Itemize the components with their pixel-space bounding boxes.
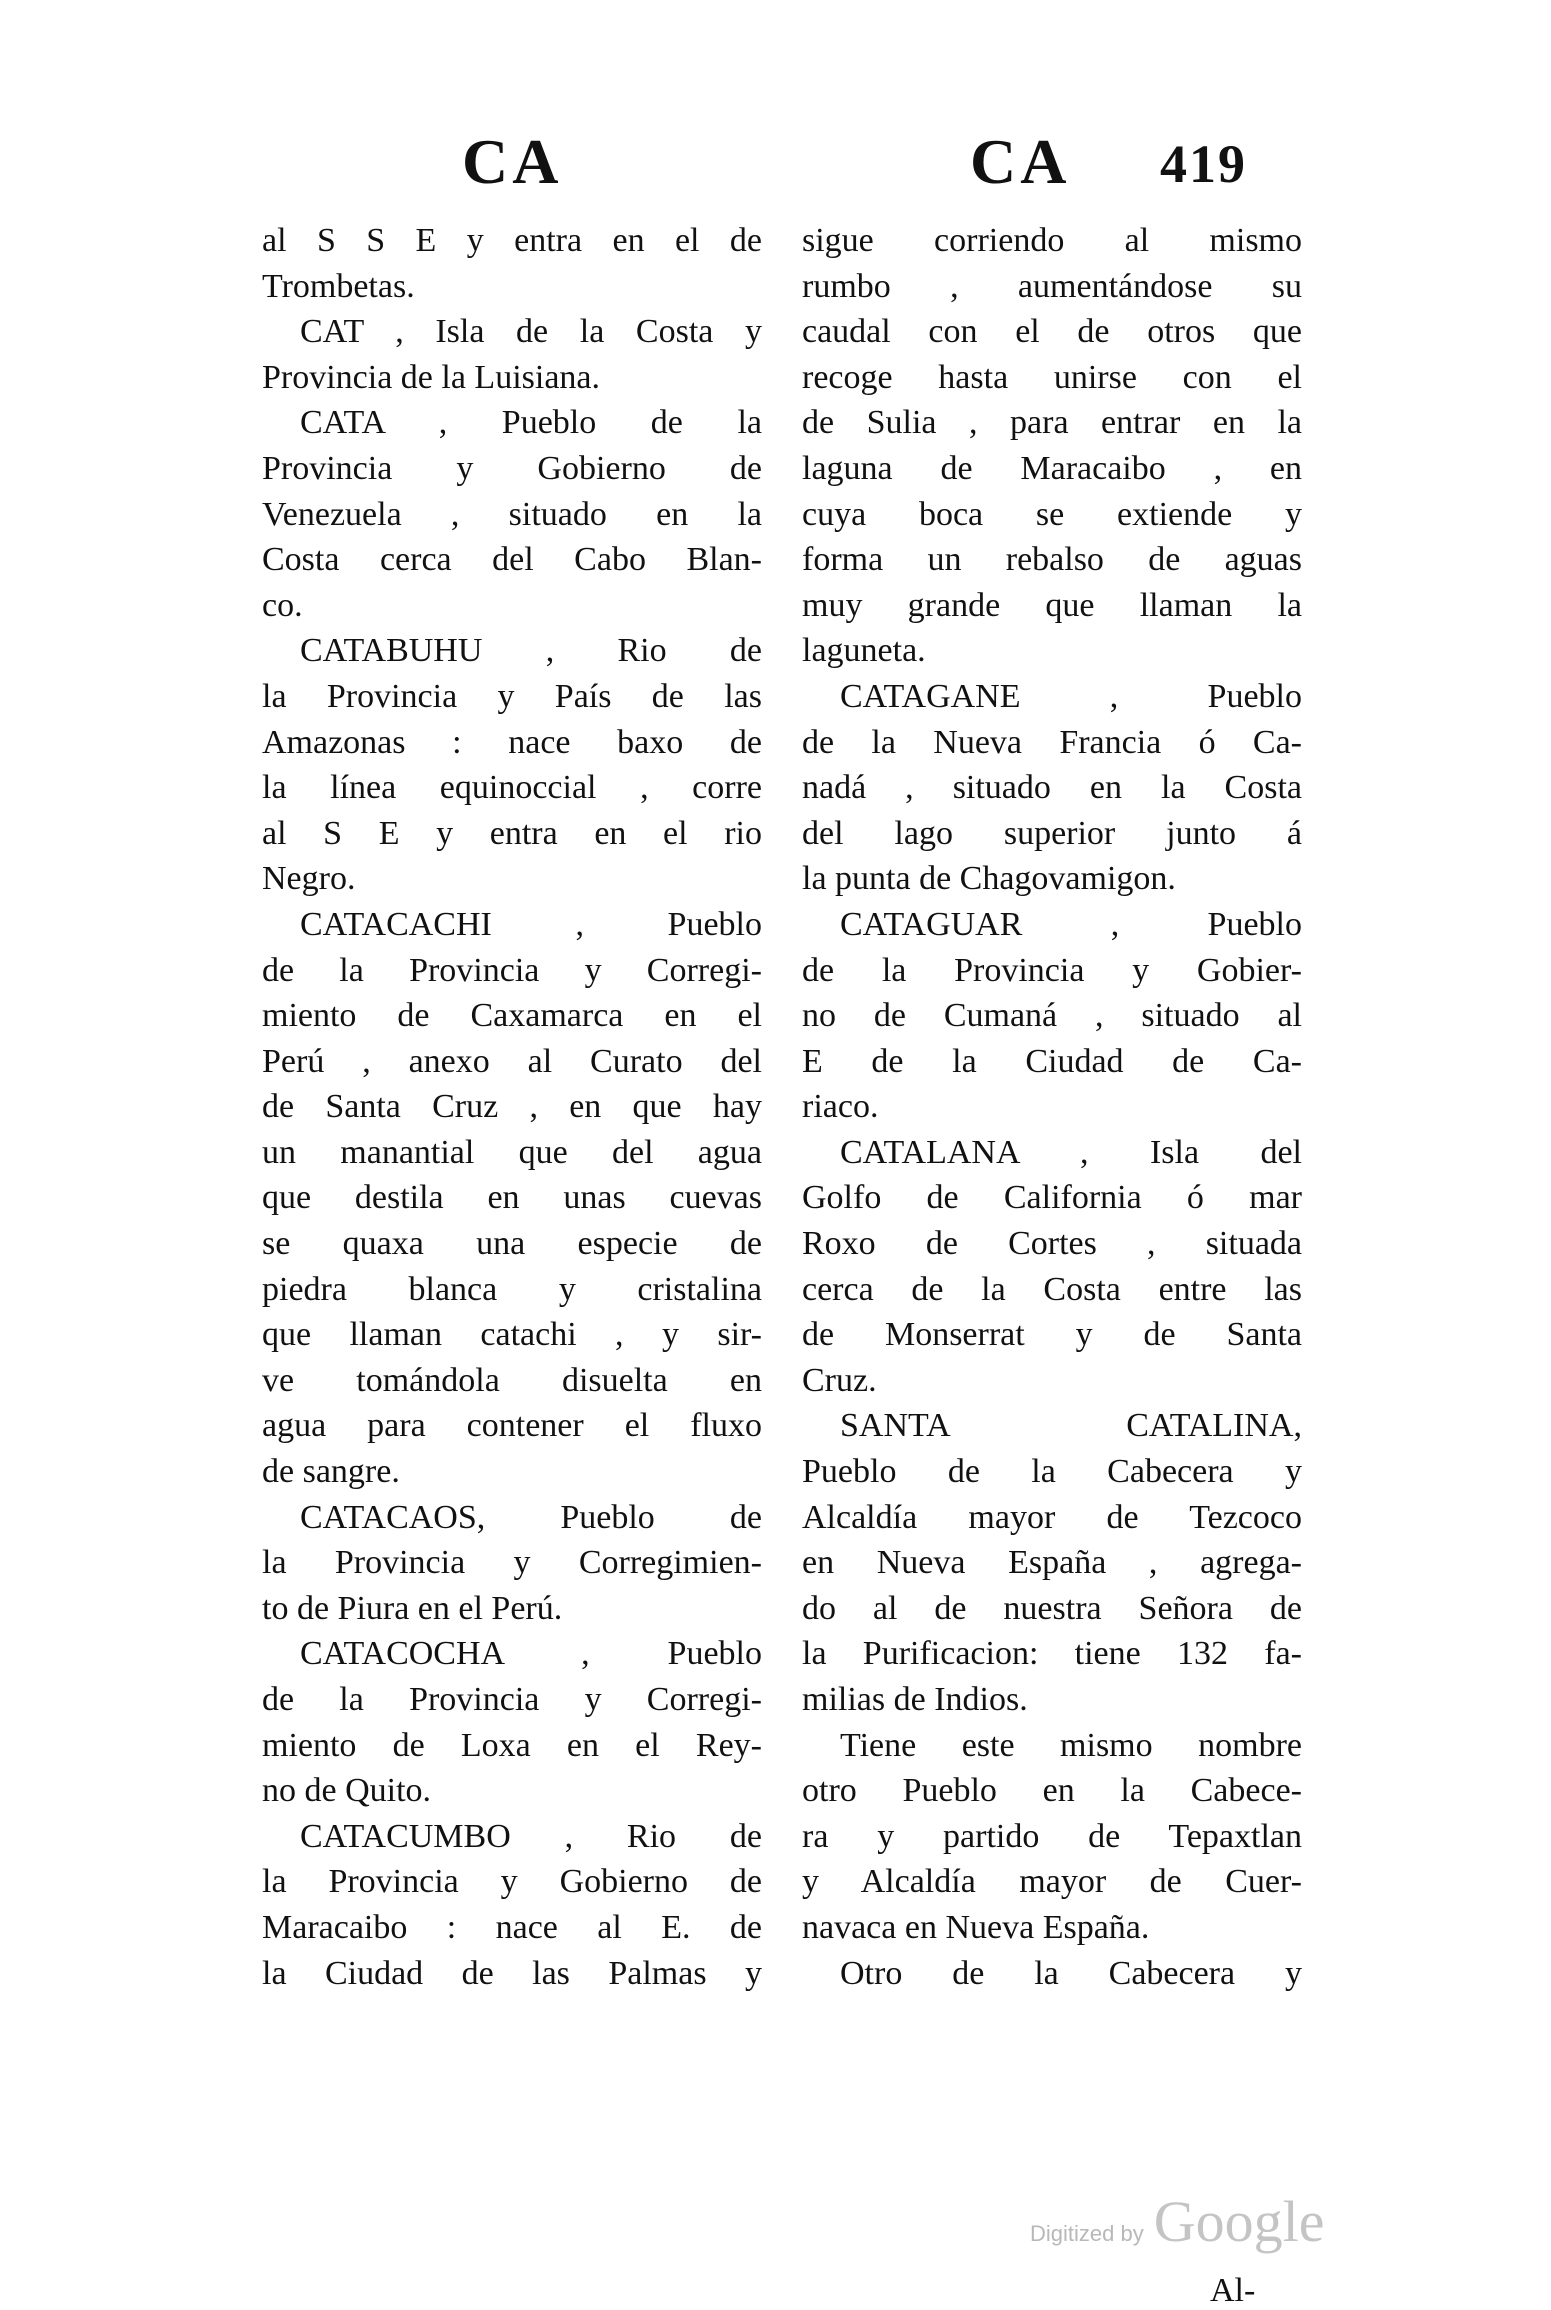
right-column-line: en Nueva España , agrega- bbox=[802, 1544, 1302, 1582]
right-column-line: laguna de Maracaibo , en bbox=[802, 449, 1302, 487]
right-column-line: la punta de Chagovamigon. bbox=[802, 860, 1176, 898]
left-column-line: ve tomándola disuelta en bbox=[262, 1361, 762, 1399]
watermark-prefix: Digitized by bbox=[1030, 2221, 1144, 2246]
right-column-line: Alcaldía mayor de Tezcoco bbox=[802, 1498, 1302, 1536]
right-column-line: de la Nueva Francia ó Ca- bbox=[802, 723, 1302, 761]
right-column-line: Otro de la Cabecera y bbox=[840, 1954, 1302, 1992]
left-column bbox=[262, 218, 762, 1996]
left-column-line: CAT , Isla de la Costa y bbox=[300, 313, 762, 351]
right-column-line: de Sulia , para entrar en la bbox=[802, 404, 1302, 442]
left-column-line: Costa cerca del Cabo Blan- bbox=[262, 541, 762, 579]
left-column-line: un manantial que del agua bbox=[262, 1133, 762, 1171]
left-column-line: CATACOCHA , Pueblo bbox=[300, 1635, 762, 1673]
right-column-line: no de Cumaná , situado al bbox=[802, 997, 1302, 1035]
right-column-line: muy grande que llaman la bbox=[802, 586, 1302, 624]
left-column-line: la línea equinoccial , corre bbox=[262, 769, 762, 807]
left-column-line: Perú , anexo al Curato del bbox=[262, 1042, 762, 1080]
left-column-line: de la Provincia y Corregi- bbox=[262, 1681, 762, 1718]
left-column-line: CATACAOS, Pueblo de bbox=[300, 1498, 762, 1536]
left-column-line: de sangre. bbox=[262, 1453, 400, 1491]
left-column-line: la Ciudad de las Palmas y bbox=[262, 1954, 762, 1992]
left-column-line: la Provincia y Gobierno de bbox=[262, 1863, 762, 1901]
left-column-line: Amazonas : nace baxo de bbox=[262, 723, 762, 761]
right-column-line: cerca de la Costa entre las bbox=[802, 1270, 1302, 1308]
catchword: Al- bbox=[1210, 2272, 1256, 2309]
right-column-line: la Purificacion: tiene 132 fa- bbox=[802, 1635, 1302, 1673]
right-column-line: sigue corriendo al mismo bbox=[802, 222, 1302, 259]
right-column-line: recoge hasta unirse con el bbox=[802, 358, 1302, 396]
left-column-line: co. bbox=[262, 586, 303, 624]
left-column-line: CATACUMBO , Rio de bbox=[300, 1817, 762, 1855]
right-column-line: del lago superior junto á bbox=[802, 814, 1302, 852]
right-column-line: nadá , situado en la Costa bbox=[802, 769, 1302, 807]
left-column-line: al S S E y entra en el de bbox=[262, 222, 762, 259]
right-column-line: y Alcaldía mayor de Cuer- bbox=[802, 1863, 1302, 1901]
left-column-line: piedra blanca y cristalina bbox=[262, 1270, 762, 1308]
right-column-line: caudal con el de otros que bbox=[802, 313, 1302, 351]
right-column-line: cuya boca se extiende y bbox=[802, 495, 1302, 533]
left-column-line: agua para contener el fluxo bbox=[262, 1407, 762, 1445]
right-running-head: CA bbox=[970, 126, 1071, 197]
right-column-line: rumbo , aumentándose su bbox=[802, 267, 1302, 305]
right-column-line: laguneta. bbox=[802, 632, 926, 670]
right-column-line: forma un rebalso de aguas bbox=[802, 541, 1302, 579]
right-column-line: Golfo de California ó mar bbox=[802, 1179, 1302, 1217]
right-column-line: de Monserrat y de Santa bbox=[802, 1316, 1302, 1354]
left-column-line: Provincia y Gobierno de bbox=[262, 449, 762, 487]
left-column-line: Venezuela , situado en la bbox=[262, 495, 762, 533]
left-column-line: que destila en unas cuevas bbox=[262, 1179, 762, 1217]
left-column-line: se quaxa una especie de bbox=[262, 1225, 762, 1263]
left-column-line: Trombetas. bbox=[262, 267, 415, 305]
left-column-line: no de Quito. bbox=[262, 1772, 432, 1810]
left-column-line: CATACACHI , Pueblo bbox=[300, 905, 762, 943]
left-column-line: Provincia de la Luisiana. bbox=[262, 358, 601, 396]
left-running-head: CA bbox=[462, 126, 563, 197]
right-column-line: Cruz. bbox=[802, 1361, 877, 1399]
right-column-line: CATAGUAR , Pueblo bbox=[840, 905, 1302, 943]
left-column-line: que llaman catachi , y sir- bbox=[262, 1316, 762, 1354]
right-column-line: milias de Indios. bbox=[802, 1681, 1028, 1718]
right-column-line: CATALANA , Isla del bbox=[840, 1133, 1302, 1171]
page-header bbox=[0, 125, 1551, 205]
right-column-line: CATAGANE , Pueblo bbox=[840, 677, 1302, 715]
right-column-line: ra y partido de Tepaxtlan bbox=[802, 1817, 1302, 1855]
left-column-line: Maracaibo : nace al E. de bbox=[262, 1908, 762, 1946]
right-column-line: do al de nuestra Señora de bbox=[802, 1589, 1302, 1627]
right-column bbox=[802, 218, 1302, 1996]
right-column-line: Roxo de Cortes , situada bbox=[802, 1225, 1302, 1263]
left-column-line: miento de Loxa en el Rey- bbox=[262, 1726, 762, 1764]
left-column-line: miento de Caxamarca en el bbox=[262, 997, 762, 1035]
left-column-line: la Provincia y País de las bbox=[262, 677, 762, 715]
left-column-line: Negro. bbox=[262, 860, 356, 898]
right-column-line: riaco. bbox=[802, 1088, 879, 1126]
left-column-line: de Santa Cruz , en que hay bbox=[262, 1088, 762, 1126]
left-column-line: al S E y entra en el rio bbox=[262, 814, 762, 852]
right-column-line: E de la Ciudad de Ca- bbox=[802, 1042, 1302, 1080]
right-column-line: SANTA CATALINA, bbox=[840, 1407, 1302, 1445]
right-column-line: Pueblo de la Cabecera y bbox=[802, 1453, 1302, 1491]
google-logo: Google bbox=[1153, 2189, 1325, 2254]
left-column-line: CATA , Pueblo de la bbox=[300, 404, 762, 442]
right-column-line: Tiene este mismo nombre bbox=[840, 1726, 1302, 1764]
right-column-line: otro Pueblo en la Cabece- bbox=[802, 1772, 1302, 1810]
left-column-line: CATABUHU , Rio de bbox=[300, 632, 762, 670]
google-watermark bbox=[1030, 2188, 1324, 2255]
left-column-line: de la Provincia y Corregi- bbox=[262, 951, 762, 989]
right-column-line: de la Provincia y Gobier- bbox=[802, 951, 1302, 989]
right-column-line: navaca en Nueva España. bbox=[802, 1908, 1150, 1946]
left-column-line: to de Piura en el Perú. bbox=[262, 1589, 563, 1627]
left-column-line: la Provincia y Corregimien- bbox=[262, 1544, 762, 1582]
page-number: 419 bbox=[1160, 134, 1247, 194]
